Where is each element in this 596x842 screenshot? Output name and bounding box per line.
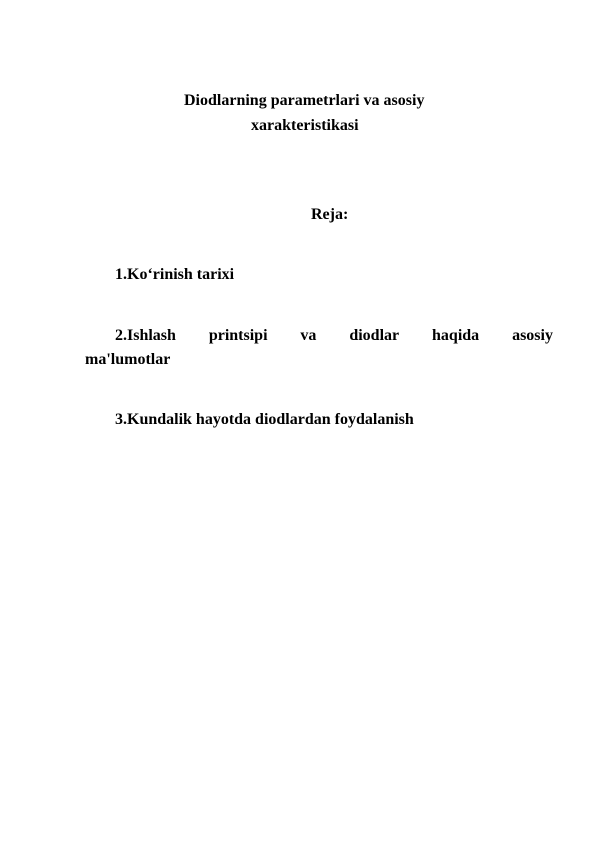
document-title-line-2: xarakteristikasi <box>251 117 359 134</box>
plan-item-2-word: printsipi <box>208 327 268 344</box>
plan-item-2-line-1 <box>115 326 553 346</box>
plan-item-2-line-2: ma'lumotlar <box>85 351 171 368</box>
plan-item-2-word: 2.Ishlash <box>115 327 176 344</box>
plan-item-2-word: va <box>300 327 317 344</box>
plan-item-2-word: haqida <box>432 327 480 344</box>
plan-item-2-word: diodlar <box>349 327 400 344</box>
plan-item-2-word: asosiy <box>512 327 553 344</box>
plan-item-1: 1.Ko‘rinish tarixi <box>115 266 235 283</box>
plan-item-3: 3.Kundalik hayotda diodlardan foydalanish <box>115 411 414 428</box>
plan-heading: Reja: <box>311 206 349 223</box>
document-title-line-1: Diodlarning parametrlari va asosiy <box>184 92 425 109</box>
